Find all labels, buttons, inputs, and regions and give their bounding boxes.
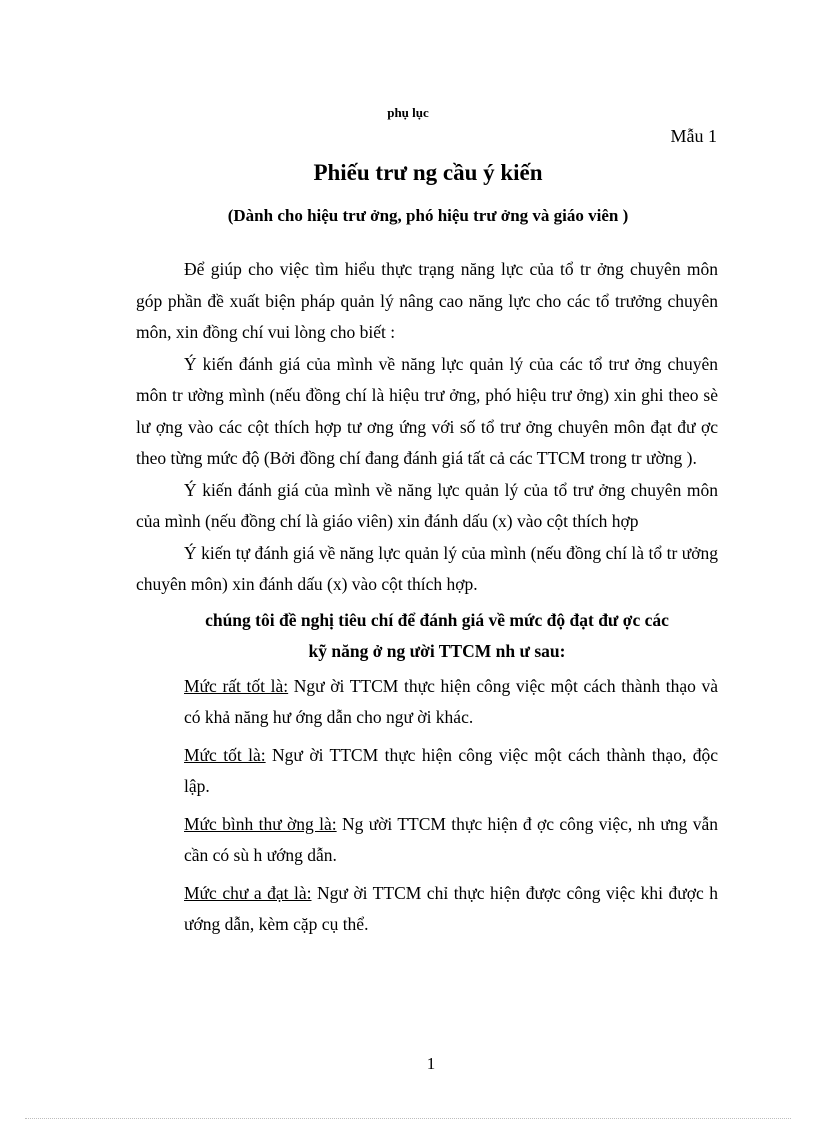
criteria-heading-line2: kỹ năng ở ng ười TTCM nh ư sau: (308, 641, 566, 661)
criterion-label: Mức bình thư ờng là: (184, 813, 337, 834)
criterion-very-good (136, 671, 718, 734)
criterion-normal (136, 809, 718, 872)
criterion-not-met (136, 878, 718, 941)
criterion-good (136, 740, 718, 803)
page-subtitle: (Dành cho hiệu trư ởng, phó hiệu trư ởng và giáo viên ) (227, 206, 629, 225)
criterion-text: Ng ười TTCM thực hiện đ ợc công việc, nh ưng vẫn cần có sù h ướng dẫn. (184, 813, 719, 865)
criterion-text: Ngư ời TTCM chỉ thực hiện được công việc khi được h ướng dẫn, kèm cặp cụ thể. (184, 882, 719, 934)
instruction-paragraph-teacher: Ý kiến đánh giá của mình về năng lực quản lý của tổ trư ởng chuyên môn của mình (nếu đồng chí là giáo viên) xin đánh dấu (x) vào cột thích hợp (136, 479, 718, 531)
page-title: Phiếu trư ng cầu ý kiến (313, 160, 543, 185)
document-body (136, 254, 718, 941)
criteria-heading (136, 605, 718, 668)
instruction-paragraph-self: Ý kiến tự đánh giá về năng lực quản lý của mình (nếu đồng chí là tổ tr ưởng chuyên môn) xin đánh dấu (x) vào cột thích hợp. (136, 542, 718, 594)
form-number: Mẫu 1 (670, 126, 717, 146)
page-number: 1 (426, 1054, 436, 1073)
criteria-heading-line1: chúng tôi đề nghị tiêu chí để đánh giá về mức độ đạt đư ợc các (205, 609, 669, 630)
intro-paragraph: Để giúp cho việc tìm hiểu thực trạng năng lực của tổ tr ởng chuyên môn góp phần đề xuất biện pháp quản lý nâng cao năng lực cho các tổ trưởng chuyên môn, xin đồng chí vui lòng cho biết : (136, 259, 718, 342)
criterion-label: Mức tốt là: (184, 744, 266, 765)
criterion-text: Ngư ời TTCM thực hiện công việc một cách thành thạo, độc lập. (184, 744, 719, 796)
criterion-label: Mức chư a đạt là: (184, 882, 312, 903)
page-bottom-divider (25, 1118, 791, 1119)
instruction-paragraph-principal: Ý kiến đánh giá của mình về năng lực quản lý của các tổ trư ởng chuyên môn tr ường mình (nếu đồng chí là hiệu trư ởng, phó hiệu trư ởng) xin ghi theo sè lư ợng vào các cột thích hợp tư ơng ứng với số tổ trư ởng chuyên môn đạt đư ợc theo từng mức độ (Bởi đồng chí đang đánh giá tất cả các TTCM trong tr ường ). (136, 353, 718, 468)
criterion-label: Mức rất tốt là: (184, 675, 289, 696)
criterion-text: Ngư ời TTCM thực hiện công việc một cách thành thạo và có khả năng hư ớng dẫn cho ngư ời khác. (184, 675, 718, 727)
appendix-label: phụ lục (387, 105, 429, 120)
